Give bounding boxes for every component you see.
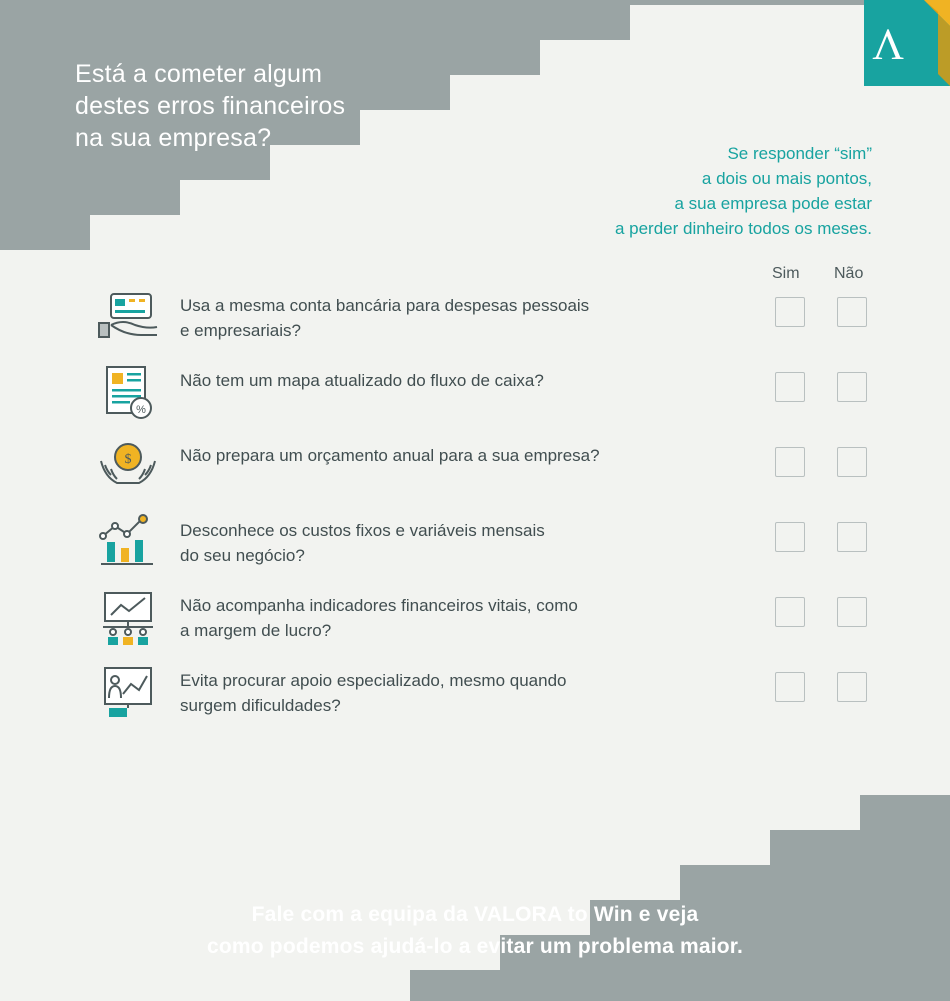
checkbox-yes[interactable]: [775, 522, 805, 552]
footer-line-2: como podemos ajudá-lo a evitar um problema maior.: [206, 935, 744, 958]
checklist-row: [0, 660, 950, 735]
checklist-row: [0, 285, 950, 360]
subnote-line-3: a sua empresa pode estar: [674, 194, 872, 213]
column-header-no: Não: [834, 265, 864, 282]
question-text: [180, 668, 740, 718]
headline-line-3: na sua empresa?: [75, 124, 272, 152]
svg-text:%: %: [136, 404, 146, 416]
svg-text:V: V: [872, 20, 904, 69]
headline-line-1: Está a cometer algum: [75, 60, 323, 88]
subnote-line-2: a dois ou mais pontos,: [701, 169, 872, 188]
question-line-1: Não tem um mapa atualizado do fluxo de caixa?: [180, 371, 544, 390]
bar-line-chart-icon: [97, 514, 159, 572]
question-text: [180, 368, 740, 393]
document-percent-icon: [97, 364, 159, 422]
valora-logo: [864, 0, 950, 86]
presentation-team-icon: [97, 589, 159, 647]
page-title: [75, 58, 505, 154]
checkbox-yes[interactable]: [775, 672, 805, 702]
checkbox-no[interactable]: [837, 372, 867, 402]
question-line-1: Não prepara um orçamento anual para a sua empresa?: [180, 446, 600, 465]
question-line-1: Usa a mesma conta bancária para despesas pessoais: [180, 296, 590, 315]
checklist-row: [0, 435, 950, 510]
question-text: [180, 293, 740, 343]
checkbox-no[interactable]: [837, 297, 867, 327]
question-line-1: Desconhece os custos fixos e variáveis mensais: [180, 521, 545, 540]
question-line-2: surgem dificuldades?: [180, 696, 341, 715]
question-line-2: e empresariais?: [180, 321, 301, 340]
footer-line-1: Fale com a equipa da VALORA to Win e veja: [251, 903, 699, 926]
question-line-1: Não acompanha indicadores financeiros vitais, como: [180, 596, 578, 615]
subnote: [452, 141, 872, 241]
footer-cta: [0, 899, 950, 963]
checkbox-no[interactable]: [837, 447, 867, 477]
svg-text:$: $: [124, 452, 132, 467]
checklist-row: [0, 360, 950, 435]
question-text: [180, 518, 740, 568]
subnote-line-4: a perder dinheiro todos os meses.: [614, 219, 872, 238]
question-line-2: a margem de lucro?: [180, 621, 332, 640]
presenter-board-icon: [97, 664, 159, 722]
checkbox-yes[interactable]: [775, 372, 805, 402]
checkbox-no[interactable]: [837, 522, 867, 552]
hands-holding-coin-icon: [97, 439, 159, 497]
question-line-1: Evita procurar apoio especializado, mesmo quando: [180, 671, 567, 690]
checkbox-no[interactable]: [837, 597, 867, 627]
subnote-line-1: Se responder “sim”: [727, 144, 872, 163]
checklist: [0, 285, 950, 735]
question-text: [180, 443, 740, 468]
checklist-row: [0, 585, 950, 660]
question-line-2: do seu negócio?: [180, 546, 305, 565]
checkbox-yes[interactable]: [775, 297, 805, 327]
checklist-row: [0, 510, 950, 585]
hand-holding-card-icon: [97, 289, 159, 347]
column-header-yes: Sim: [772, 265, 800, 282]
checkbox-yes[interactable]: [775, 447, 805, 477]
checkbox-no[interactable]: [837, 672, 867, 702]
headline-line-2: destes erros financeiros: [75, 92, 346, 120]
checkbox-yes[interactable]: [775, 597, 805, 627]
question-text: [180, 593, 740, 643]
